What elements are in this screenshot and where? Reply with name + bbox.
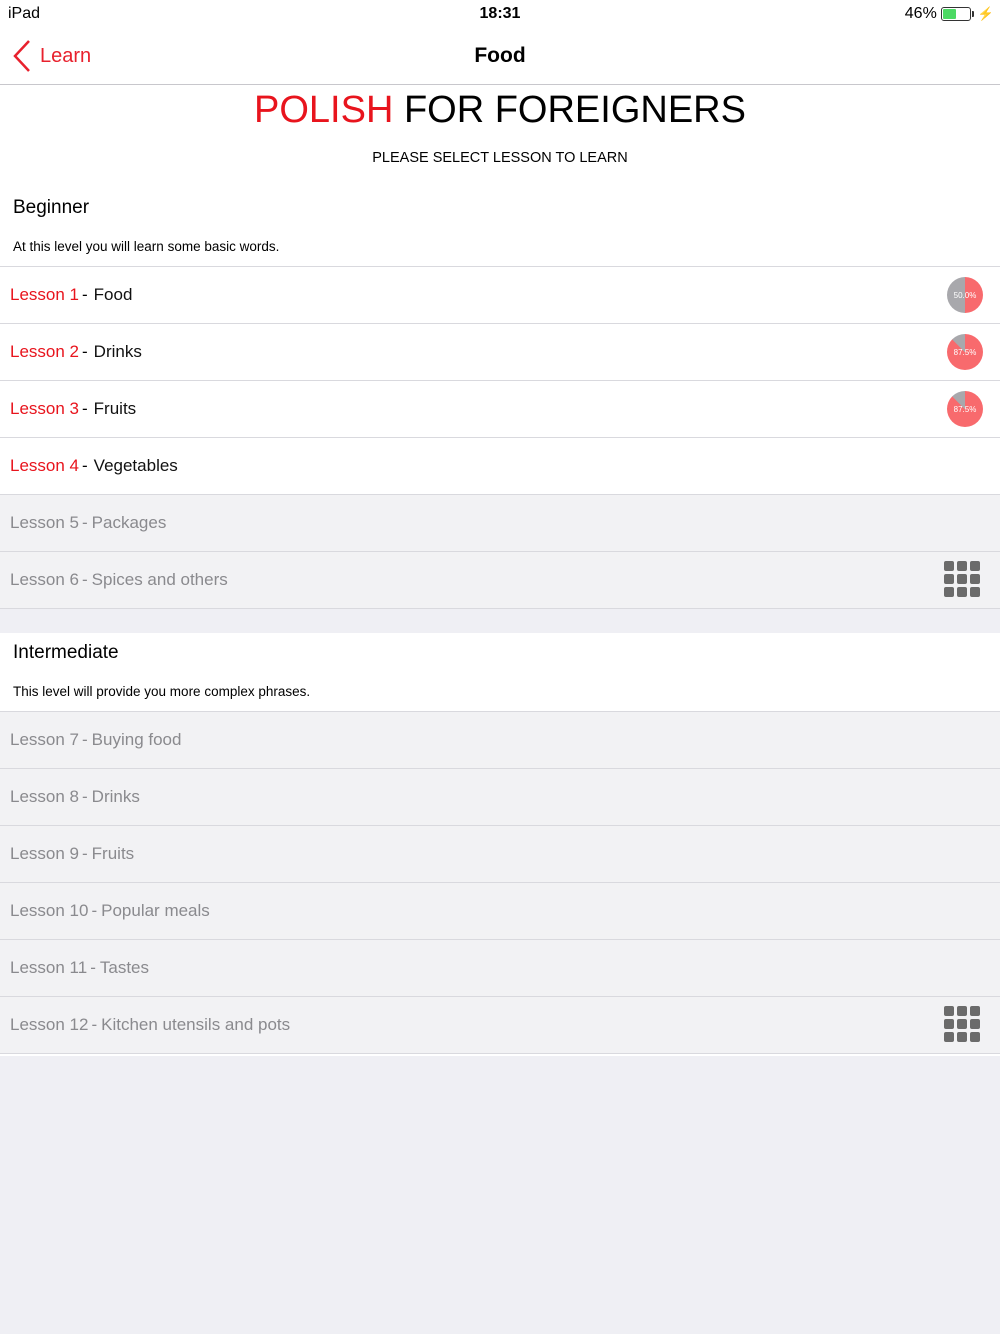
battery-fill xyxy=(943,9,956,19)
lesson-row-9[interactable] xyxy=(0,825,1000,882)
lesson-separator: - xyxy=(82,730,88,749)
lesson-separator: - xyxy=(82,342,88,361)
lesson-separator: - xyxy=(82,787,88,806)
lesson-separator: - xyxy=(82,285,88,304)
lesson-title: Drinks xyxy=(93,342,142,361)
progress-pie-icon xyxy=(947,277,983,313)
lesson-row-5[interactable] xyxy=(0,494,1000,551)
lesson-row-3[interactable] xyxy=(0,380,1000,437)
level-description-beginner: At this level you will learn some basic words. xyxy=(13,239,280,254)
lesson-number: Lesson 6 xyxy=(10,570,79,589)
lesson-row-11[interactable] xyxy=(0,939,1000,996)
lesson-separator: - xyxy=(90,958,96,977)
lesson-title: Fruits xyxy=(93,399,137,418)
carrier-label: iPad xyxy=(8,5,41,22)
progress-pie-icon xyxy=(947,391,983,427)
level-description-intermediate: This level will provide you more complex phrases. xyxy=(13,684,311,699)
grid-icon[interactable] xyxy=(944,1006,982,1044)
navigation-bar xyxy=(0,30,1000,85)
charging-icon: ⚡ xyxy=(977,6,994,21)
lesson-title: Food xyxy=(93,285,133,304)
progress-label: 87.5% xyxy=(953,404,977,414)
lesson-title: Vegetables xyxy=(93,456,178,475)
battery-tip xyxy=(972,11,974,17)
lesson-number: Lesson 2 xyxy=(10,342,79,361)
lesson-separator: - xyxy=(82,456,88,475)
instruction-text: PLEASE SELECT LESSON TO LEARN xyxy=(372,150,628,166)
beginner-section xyxy=(0,85,1000,609)
lesson-number: Lesson 7 xyxy=(10,730,79,749)
lesson-title: Buying food xyxy=(91,730,182,749)
status-bar xyxy=(0,0,1000,30)
lesson-row-2[interactable] xyxy=(0,323,1000,380)
level-title-beginner: Beginner xyxy=(13,197,90,218)
lesson-separator: - xyxy=(91,1015,98,1034)
page-title: Food xyxy=(474,44,526,67)
lesson-title: Fruits xyxy=(91,844,135,863)
lesson-number: Lesson 10 xyxy=(10,901,89,920)
grid-icon[interactable] xyxy=(944,561,982,599)
lesson-row-12[interactable] xyxy=(0,996,1000,1054)
progress-pie-icon xyxy=(947,334,983,370)
lesson-number: Lesson 4 xyxy=(10,456,79,475)
intermediate-section xyxy=(0,633,1000,1056)
battery-indicator xyxy=(905,5,994,23)
lesson-number: Lesson 11 xyxy=(10,958,88,977)
battery-percent: 46% xyxy=(904,5,937,22)
lesson-title: Drinks xyxy=(91,787,140,806)
battery-icon xyxy=(941,7,971,21)
lesson-title: Popular meals xyxy=(101,901,210,920)
lesson-number: Lesson 1 xyxy=(10,285,79,304)
lesson-title: Tastes xyxy=(99,958,150,977)
lesson-separator: - xyxy=(91,901,98,920)
lesson-row-4[interactable] xyxy=(0,437,1000,494)
progress-label: 50.0% xyxy=(953,290,977,300)
lesson-number: Lesson 5 xyxy=(10,513,79,532)
back-button-label: Learn xyxy=(40,44,92,67)
lesson-number: Lesson 3 xyxy=(10,399,79,418)
lesson-title: Packages xyxy=(91,513,167,532)
lesson-number: Lesson 8 xyxy=(10,787,79,806)
lesson-row-1[interactable] xyxy=(0,266,1000,323)
lesson-row-8[interactable] xyxy=(0,768,1000,825)
lesson-row-7[interactable] xyxy=(0,711,1000,768)
lesson-separator: - xyxy=(82,844,88,863)
level-title-intermediate: Intermediate xyxy=(13,642,119,663)
lesson-separator: - xyxy=(82,570,88,589)
lesson-number: Lesson 9 xyxy=(10,844,79,863)
lesson-row-10[interactable] xyxy=(0,882,1000,939)
clock: 18:31 xyxy=(479,5,521,22)
app-title-polish: POLISH xyxy=(254,89,394,131)
lesson-separator: - xyxy=(82,513,88,532)
lesson-list xyxy=(0,85,1000,1034)
app-title-foreigners: FOR FOREIGNERS xyxy=(403,89,746,131)
lesson-row-6[interactable] xyxy=(0,551,1000,609)
lesson-title: Kitchen utensils and pots xyxy=(101,1015,291,1034)
progress-label: 87.5% xyxy=(953,347,977,357)
lesson-title: Spices and others xyxy=(91,570,228,589)
lesson-number: Lesson 12 xyxy=(10,1015,89,1034)
app-title xyxy=(0,89,1000,132)
lesson-separator: - xyxy=(82,399,88,418)
